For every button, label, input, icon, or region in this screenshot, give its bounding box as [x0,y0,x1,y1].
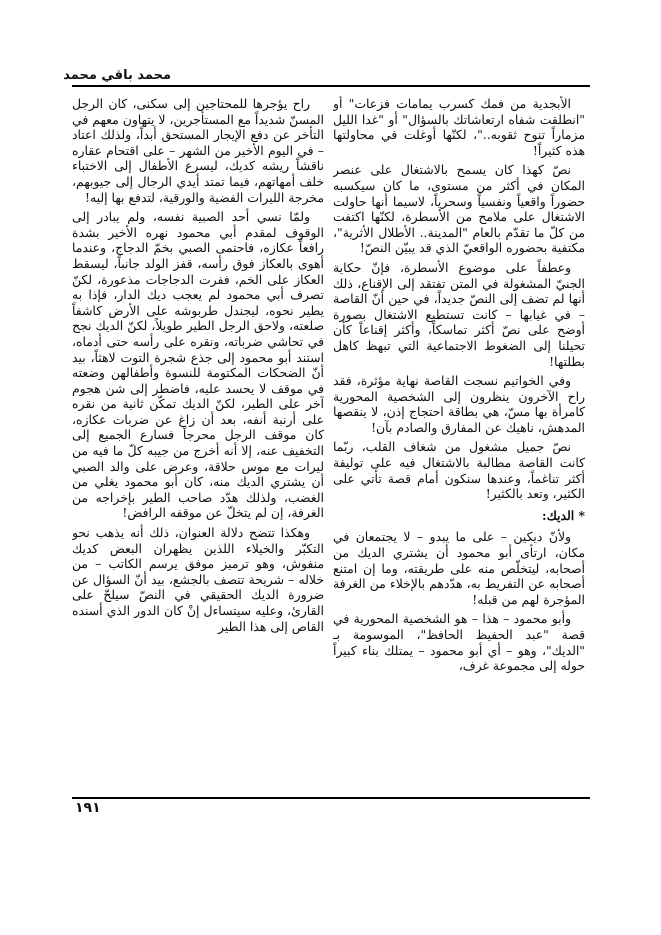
text-column-left [72,96,324,796]
text-column-right [333,96,585,796]
paragraph: وهكذا تتضح دلالة العنوان، ذلك أنه يذهب نحو التكبّر والخيلاء اللذين يظهران البعض كديك منفوش، وهو ترميز موفق يرسم الكاتب – من خلاله – شريحة تتصف بالجشع، بيد أنّ السؤال عن ضرورة الديك الحقيقي في النصّ سيلحّ على القارئ، وعليه سيتساءل إنْ كان الدور الذي أسنده القاص إلى هذا الطير [72,525,324,634]
footer-rule [72,797,590,799]
paragraph: وأبو محمود – هذا – هو الشخصية المحورية في قصة "عبد الحفيظ الحافظ"، الموسومة بـ "الديك"، وهو – أي أبو محمود – يمتلك بناء كبيراً حوله إلى مجموعة غرف، [333,611,585,674]
header-rule [72,85,590,87]
running-header-author: محمد باقي محمد [63,68,171,83]
paragraph: نصّ كهذا كان يسمح بالاشتغال على عنصر المكان في أكثر من مستوى، ما كان سيكسبه حضوراً واقعياً ونفسياً وسحرياً، لاسيما أنها حاولت الاشتغال على ملامح من الأسطرة، لكنّها اكتفت من كلّ ما تقدّم بالعام "المدينة.. الأطلال الأثرية"، مكتفية بحضوره الواقعيّ الذي قد يبيّن النصّ! [333,162,585,256]
paragraph: وفي الخواتيم نسجت القاصة نهاية مؤثرة، فقد راح الآخرون ينظرون إلى الشخصية المحورية كامرأة بها مسّ، هي بطاقة احتجاج إذن، لا ينقصها المدهش، ناهيك عن المفارق والصادم بآن! [333,373,585,435]
paragraph: الأبجدية من فمك كسرب يمامات فزعات" أو "انطلقت شفاه ارتعاشاتك بالسؤال" أو "غدا الليل مزماراً تنوح ثقوبه.."، لكنّها أوغلت في محاولتها هذه كثيراً! [333,96,585,158]
paragraph: ولمّا نسي أحد الصبية نفسه، ولم يبادر إلى الوقوف لمقدم أبي محمود نهره الأخير بشدة رافعاً عكازه، فاحتمى الصبي بخمّ الدجاج، وعندما أهوى بالعكاز فوق رأسه، قفز الولد جانباً، ليسقط العكاز على الخم، ففرت الدجاجات مذعورة، لكنّ تصرف أبي محمود لم يعجب ديك الدار، فإذا به يطير نحوه، ليجندل طربوشه على الأرض كاشفاً صلعته، ولاحق الرجل الطير طويلاً، لكنّ الديك نجح في تحاشي ضرباته، ونقره على رأسه حتى أدماه، استند أبو محمود إلى جذع شجرة التوت لاهثاً، بيد أنّ الضحكات المكتومة للنسوة وأطفالهن وضعته في موقف لا يحسد عليه، فاضطر إلى شن هجوم آخر على الطير، لكنّ الديك تمكّن ثانية من نقره على أرنبة أنفه، بعد أن زاغ عن ضربات عكازه، كان موقف الرجل محرجاً فسارع الجميع إلى التخفيف عنه، إلا أنه أخرج من جيبه كلّ ما فيه من ليرات مع موس حلاقة، وعرض على والد الصبي أن يشتري الديك منه، كان أبو محمود يغلي من الغضب، ولذلك هدّد صاحب الطير بإخراجه من الغرفة، إن لم يتخلّ عن موقفه الرافض! [72,209,324,521]
paragraph: راح يؤجرها للمحتاجين إلى سكنى، كان الرجل المسنّ شديداً مع المستأجرين، لا يتهاون معهم في التأخر عن دفع الإيجار المستحق أبداً، ولذلك اعتاد – في اليوم الأخير من الشهر – على اقتحام عقاره ناقشاً ريشه كديك، ليسرع الأطفال إلى الاختباء خلف أمهاتهم، فيما تمتد أيدي الرجال إلى جيوبهم، مخرجة الليرات الفضية والورقية، لتدفع بها إليه! [72,96,324,205]
paragraph: ولأنّ ديكين – على ما يبدو – لا يجتمعان في مكان، ارتأى أبو محمود أن يشتري الديك من أصحابه، ليتخلّص منه على طريقته، وما إن امتنع أصحابه عن التفريط به، هدّدهم بالإخلاء من الغرفة المؤجرة لهم من قبله! [333,529,585,607]
paragraph: وعطفاً على موضوع الأسطرة، فإنّ حكاية الجنيّ المشغولة في المتن تفتقد إلى الإقناع، ذلك أنها لم تضف إلى النصّ جديداً، في حين أنّ القاصة – في غيابها – كانت تستطيع الاشتغال بصورة أوضح على نصّ أكثر تماسكاً، وأكثر إقناعاً كأن تحيلنا إلى الضغوط الاجتماعية التي تبهظ كاهل بطلتها! [333,259,585,369]
section-heading: * الديك: [542,507,585,523]
paragraph: نصّ جميل مشغول من شغاف القلب، ربّما كانت القاصة مطالبة بالاشتغال فيه على توليفة أكثر تناغماً، وعندها سنكون أمام قصة تأتي على الكثير، وتعد بالكثير! [333,439,585,502]
page-number: ١٩١ [75,800,101,816]
